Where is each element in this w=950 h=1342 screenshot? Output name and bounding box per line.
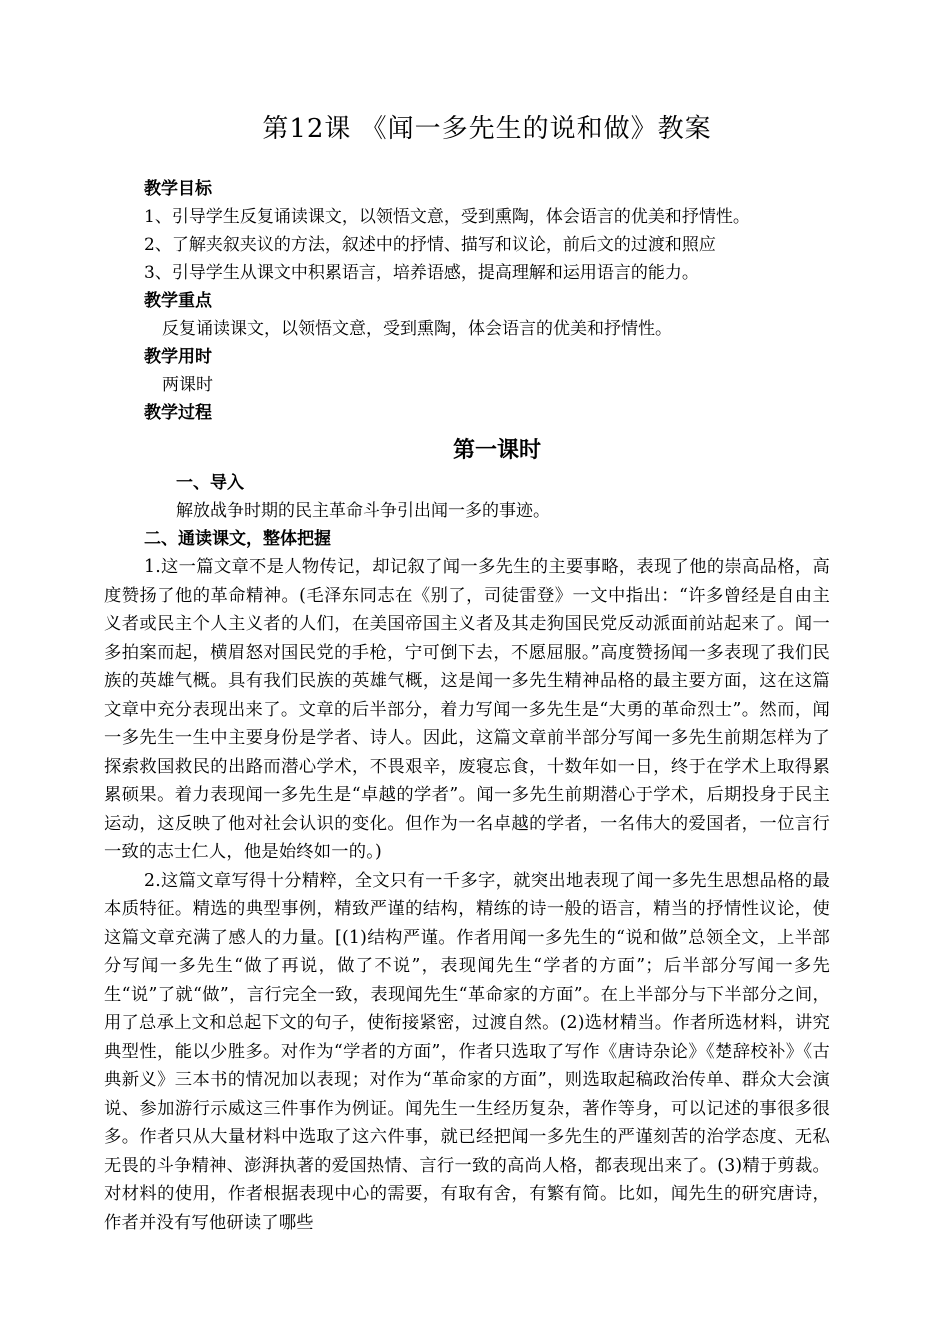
paragraph-2: 2.这篇文章写得十分精粹，全文只有一千多字，就突出地表现了闻一多先生思想品格的最本质特征。精选的典型事例，精致严谨的结构，精练的诗一般的语言，精当的抒情性议论，使这篇文章充满了感人的力量。[(1)结构严谨。作者用闻一多先生的“说和做”总领全文，上半部分写闻一多先生“做了再说，做了不说”，表现闻先生“学者的方面”；后半部分写闻一多先生“说”了就“做”，言行完全一致，表现闻先生“革命家的方面”。在上半部分与下半部分之间，用了总承上文和总起下文的句子，使衔接紧密，过渡自然。(2)选材精当。作者所选材料，讲究典型性，能以少胜多。对作为“学者的方面”，作者只选取了写作《唐诗杂论》《楚辞校补》《古典新义》三本书的情况加以表现；对作为“革命家的方面”，则选取起稿政治传单、群众大会演说、参加游行示威这三件事作为例证。闻先生一生经历复杂，著作等身，可以记述的事很多很多。作者只从大量材料中选取了这六件事，就已经把闻一多先生的严谨刻苦的治学态度、无私无畏的斗争精神、澎湃执著的爱国热情、言行一致的高尚人格，都表现出来了。(3)精于剪裁。对材料的使用，作者根据表现中心的需要，有取有舍，有繁有简。比如，闻先生的研究唐诗，作者并没有写他研读了哪些 xyxy=(104,870,830,1233)
key-points-section xyxy=(104,287,830,343)
process-heading: 教学过程 xyxy=(144,403,212,423)
read-heading: 二、通读课文，整体把握 xyxy=(144,529,331,549)
document-page xyxy=(104,108,830,1237)
objective-item: 3、引导学生从课文中积累语言，培养语感，提高理解和运用语言的能力。 xyxy=(144,263,699,283)
objectives-section xyxy=(104,175,830,287)
duration-section xyxy=(104,343,830,399)
objective-item: 1、引导学生反复诵读课文，以领悟文意，受到熏陶，体会语言的优美和抒情性。 xyxy=(144,207,750,227)
intro-heading: 一、导入 xyxy=(176,473,244,493)
paragraph-1: 1.这一篇文章不是人物传记，却记叙了闻一多先生的主要事略，表现了他的崇高品格，高度赞扬了他的革命精神。(毛泽东同志在《别了，司徒雷登》一文中指出：“许多曾经是自由主义者或民主个人主义者的人们，在美国帝国主义者及其走狗国民党反动派面前站起来了。闻一多拍案而起，横眉怒对国民党的手枪，宁可倒下去，不愿屈服。”高度赞扬闻一多表现了我们民族的英雄气概。具有我们民族的英雄气概，这是闻一多先生精神品格的最主要方面，这在这篇文章中充分表现出来了。文章的后半部分，着力写闻一多先生是“大勇的革命烈士”。然而，闻一多先生一生中主要身份是学者、诗人。因此，这篇文章前半部分写闻一多先生前期怎样为了探索救国救民的出路而潜心学术，不畏艰辛，废寝忘食，十数年如一日，终于在学术上取得累累硕果。着力表现闻一多先生是“卓越的学者”。闻一多先生前期潜心于学术，后期投身于民主运动，这反映了他对社会认识的变化。但作为一名卓越的学者，一名伟大的爱国者，一位言行一致的志士仁人，他是始终如一的。) xyxy=(104,557,830,862)
duration-text: 两课时 xyxy=(162,375,213,395)
duration-heading: 教学用时 xyxy=(144,347,212,367)
session-title: 第一课时 xyxy=(452,437,541,463)
page-title: 第12课 《闻一多先生的说和做》教案 xyxy=(262,114,712,144)
process-section xyxy=(104,399,830,1237)
key-points-heading: 教学重点 xyxy=(144,291,212,311)
intro-text: 解放战争时期的民主革命斗争引出闻一多的事迹。 xyxy=(176,501,550,521)
key-points-text: 反复诵读课文，以领悟文意，受到熏陶，体会语言的优美和抒情性。 xyxy=(162,319,672,339)
objective-item: 2、了解夹叙夹议的方法，叙述中的抒情、描写和议论，前后文的过渡和照应 xyxy=(144,235,716,255)
objectives-heading: 教学目标 xyxy=(144,179,212,199)
